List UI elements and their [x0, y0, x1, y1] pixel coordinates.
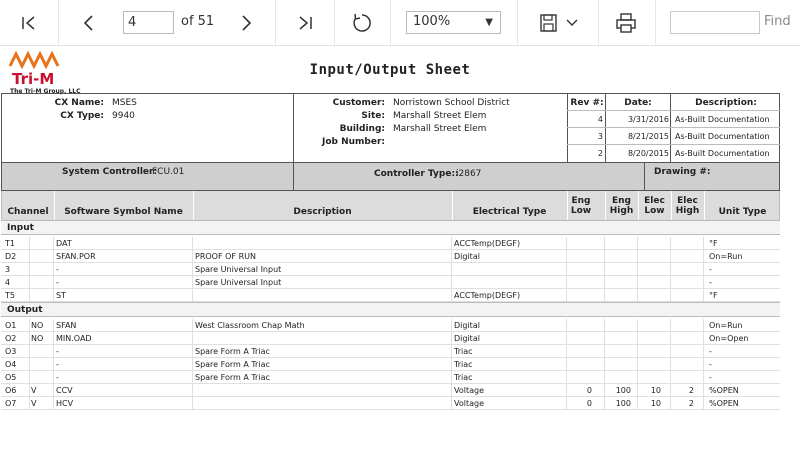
controller-band — [1, 163, 780, 191]
date-header: Date: — [624, 98, 652, 108]
rev-header: Rev #: — [570, 98, 604, 108]
refresh-icon — [351, 12, 373, 34]
revision-row — [567, 127, 780, 144]
col-symbol: Software Symbol Name — [64, 207, 183, 217]
cell-description: Spare Form A Triac — [195, 347, 270, 356]
controller-type-label: Controller Type:: — [374, 169, 459, 179]
chevron-right-icon — [238, 14, 254, 32]
print-icon — [615, 12, 637, 34]
revision-number: 4 — [597, 115, 603, 124]
cell-electrical-type: Digital — [454, 321, 480, 330]
find-input[interactable] — [670, 11, 760, 34]
cell-channel: O4 — [5, 360, 17, 369]
page-number-input[interactable] — [123, 11, 174, 34]
cell-symbol: - — [56, 360, 59, 369]
chevron-left-icon — [81, 14, 97, 32]
cx-name-label: CX Name: — [54, 98, 104, 108]
cell-unit-type: - — [709, 265, 712, 274]
table-row — [1, 397, 780, 410]
cell-electrical-type: ACCTemp(DEGF) — [454, 291, 521, 300]
cell-unit-type: On=Run — [709, 252, 743, 261]
table-row — [1, 384, 780, 397]
table-row — [1, 332, 780, 345]
cell-symbol: SFAN.POR — [56, 252, 96, 261]
cell-channel: O2 — [5, 334, 17, 343]
first-page-icon — [21, 15, 37, 31]
report-page — [0, 46, 800, 450]
cell-symbol: - — [56, 278, 59, 287]
cell-elec-low: 10 — [650, 386, 661, 395]
cell-channel: O6 — [5, 386, 17, 395]
cell-description: Spare Universal Input — [195, 265, 282, 274]
table-row — [1, 371, 780, 384]
col-elec-low-line1: Elec — [644, 196, 665, 206]
cell-electrical-type: ACCTemp(DEGF) — [454, 239, 521, 248]
cell-description: PROOF OF RUN — [195, 252, 256, 261]
page-count-label: of 51 — [181, 14, 215, 29]
cell-unit-type: - — [709, 360, 712, 369]
cell-unit-type: On=Open — [709, 334, 749, 343]
cell-eng-low: 0 — [586, 399, 592, 408]
building-label: Building: — [339, 124, 385, 134]
cell-unit-type: %OPEN — [709, 399, 739, 408]
revision-date: 8/21/2015 — [627, 132, 669, 141]
col-eng-high-line2: High — [609, 206, 634, 216]
table-row — [1, 276, 780, 289]
cx-name-value: MSES — [112, 98, 137, 108]
cell-electrical-type: Triac — [454, 360, 473, 369]
cell-channel: T5 — [5, 291, 15, 300]
col-elec-high-line2: High — [675, 206, 700, 216]
cell-unit-type: On=Run — [709, 321, 743, 330]
zoom-select[interactable] — [406, 11, 501, 34]
cx-type-label: CX Type: — [60, 111, 104, 121]
cell-flag: V — [31, 386, 37, 395]
table-header — [1, 191, 780, 220]
building-value: Marshall Street Elem — [393, 124, 487, 134]
cell-elec-high: 2 — [688, 399, 694, 408]
save-export-button[interactable] — [534, 0, 584, 46]
cell-unit-type: °F — [709, 239, 718, 248]
cell-electrical-type: Triac — [454, 347, 473, 356]
logo-company-name: The Tri-M Group, LLC — [10, 88, 81, 95]
customer-label: Customer: — [332, 98, 385, 108]
site-value: Marshall Street Elem — [393, 111, 487, 121]
report-toolbar — [0, 0, 800, 46]
revision-description: As-Built Documentation — [675, 132, 770, 141]
revision-row — [567, 144, 780, 161]
cell-channel: 3 — [5, 265, 11, 274]
table-row — [1, 319, 780, 332]
cell-electrical-type: Voltage — [454, 386, 485, 395]
tri-m-logo-icon — [6, 50, 66, 90]
site-label: Site: — [361, 111, 385, 121]
cell-description: Spare Form A Triac — [195, 360, 270, 369]
col-eng-high-line1: Eng — [612, 196, 631, 206]
cell-elec-low: 10 — [650, 399, 661, 408]
revision-row — [567, 110, 780, 127]
revision-number: 3 — [597, 132, 603, 141]
table-row — [1, 263, 780, 276]
col-description: Description — [293, 207, 352, 217]
cell-symbol: - — [56, 347, 59, 356]
table-row — [1, 289, 780, 302]
cell-channel: O7 — [5, 399, 17, 408]
table-row — [1, 358, 780, 371]
drawing-number-label: Drawing #: — [654, 167, 711, 177]
table-row — [1, 250, 780, 263]
first-page-button[interactable] — [14, 0, 44, 46]
cell-channel: T1 — [5, 239, 15, 248]
revision-description: As-Built Documentation — [675, 115, 770, 124]
cell-flag: NO — [31, 321, 44, 330]
cell-symbol: - — [56, 265, 59, 274]
cell-symbol: SFAN — [56, 321, 77, 330]
table-row — [1, 237, 780, 250]
cell-channel: O1 — [5, 321, 17, 330]
chevron-down-icon — [565, 16, 579, 30]
cell-eng-high: 100 — [615, 399, 631, 408]
cell-description: Spare Form A Triac — [195, 373, 270, 382]
cell-symbol: HCV — [56, 399, 74, 408]
col-electrical-type: Electrical Type — [472, 207, 547, 217]
last-page-button[interactable] — [290, 0, 320, 46]
refresh-button[interactable] — [347, 0, 377, 46]
cell-symbol: DAT — [56, 239, 72, 248]
input-section-header: Input — [1, 220, 780, 235]
system-controller-label: System Controller: — [62, 167, 158, 177]
cell-unit-type: - — [709, 373, 712, 382]
cell-unit-type: - — [709, 347, 712, 356]
description-header: Description: — [695, 98, 757, 108]
save-icon — [539, 13, 559, 33]
revision-number: 2 — [597, 149, 603, 158]
cell-electrical-type: Voltage — [454, 399, 485, 408]
col-eng-low-line2: Low — [570, 206, 592, 216]
controller-type-value: i2867 — [456, 169, 482, 179]
col-elec-low-line2: Low — [644, 206, 665, 216]
system-controller-value: FCU.01 — [152, 167, 185, 177]
cell-channel: O3 — [5, 347, 17, 356]
cell-symbol: MIN.OAD — [56, 334, 92, 343]
output-section-header: Output — [1, 302, 780, 317]
job-number-label: Job Number: — [321, 137, 385, 147]
next-page-button[interactable] — [231, 0, 261, 46]
cell-symbol: CCV — [56, 386, 73, 395]
col-elec-high-line1: Elec — [677, 196, 698, 206]
revision-date: 3/31/2016 — [627, 115, 669, 124]
col-unit-type: Unit Type — [718, 207, 767, 217]
last-page-icon — [297, 15, 313, 31]
cell-symbol: - — [56, 373, 59, 382]
cell-flag: NO — [31, 334, 44, 343]
print-button[interactable] — [611, 0, 641, 46]
cell-unit-type: - — [709, 278, 712, 287]
col-eng-low-line1: Eng — [571, 196, 591, 206]
find-button[interactable]: Find — [764, 14, 791, 29]
cell-eng-high: 100 — [615, 386, 631, 395]
dropdown-arrow-icon: ▼ — [485, 17, 493, 28]
cell-channel: O5 — [5, 373, 17, 382]
logo-brand: Tri-M — [12, 70, 55, 88]
cell-symbol: ST — [56, 291, 66, 300]
header-info-block — [1, 93, 780, 163]
cell-elec-high: 2 — [688, 386, 694, 395]
table-row — [1, 345, 780, 358]
cell-unit-type: %OPEN — [709, 386, 739, 395]
previous-page-button[interactable] — [74, 0, 104, 46]
cell-flag: V — [31, 399, 37, 408]
revision-date: 8/20/2015 — [627, 149, 669, 158]
company-logo — [6, 50, 81, 96]
cell-description: Spare Universal Input — [195, 278, 282, 287]
cx-type-value: 9940 — [112, 111, 135, 121]
cell-description: West Classroom Chap Math — [195, 321, 305, 330]
col-channel: Channel — [7, 207, 49, 217]
cell-channel: D2 — [5, 252, 17, 261]
zoom-value: 100% — [413, 14, 451, 29]
cell-channel: 4 — [5, 278, 11, 287]
revision-description: As-Built Documentation — [675, 149, 770, 158]
cell-electrical-type: Triac — [454, 373, 473, 382]
cell-electrical-type: Digital — [454, 252, 480, 261]
report-title: Input/Output Sheet — [309, 62, 471, 78]
cell-unit-type: °F — [709, 291, 718, 300]
customer-value: Norristown School District — [393, 98, 510, 108]
cell-eng-low: 0 — [586, 386, 592, 395]
cell-electrical-type: Digital — [454, 334, 480, 343]
